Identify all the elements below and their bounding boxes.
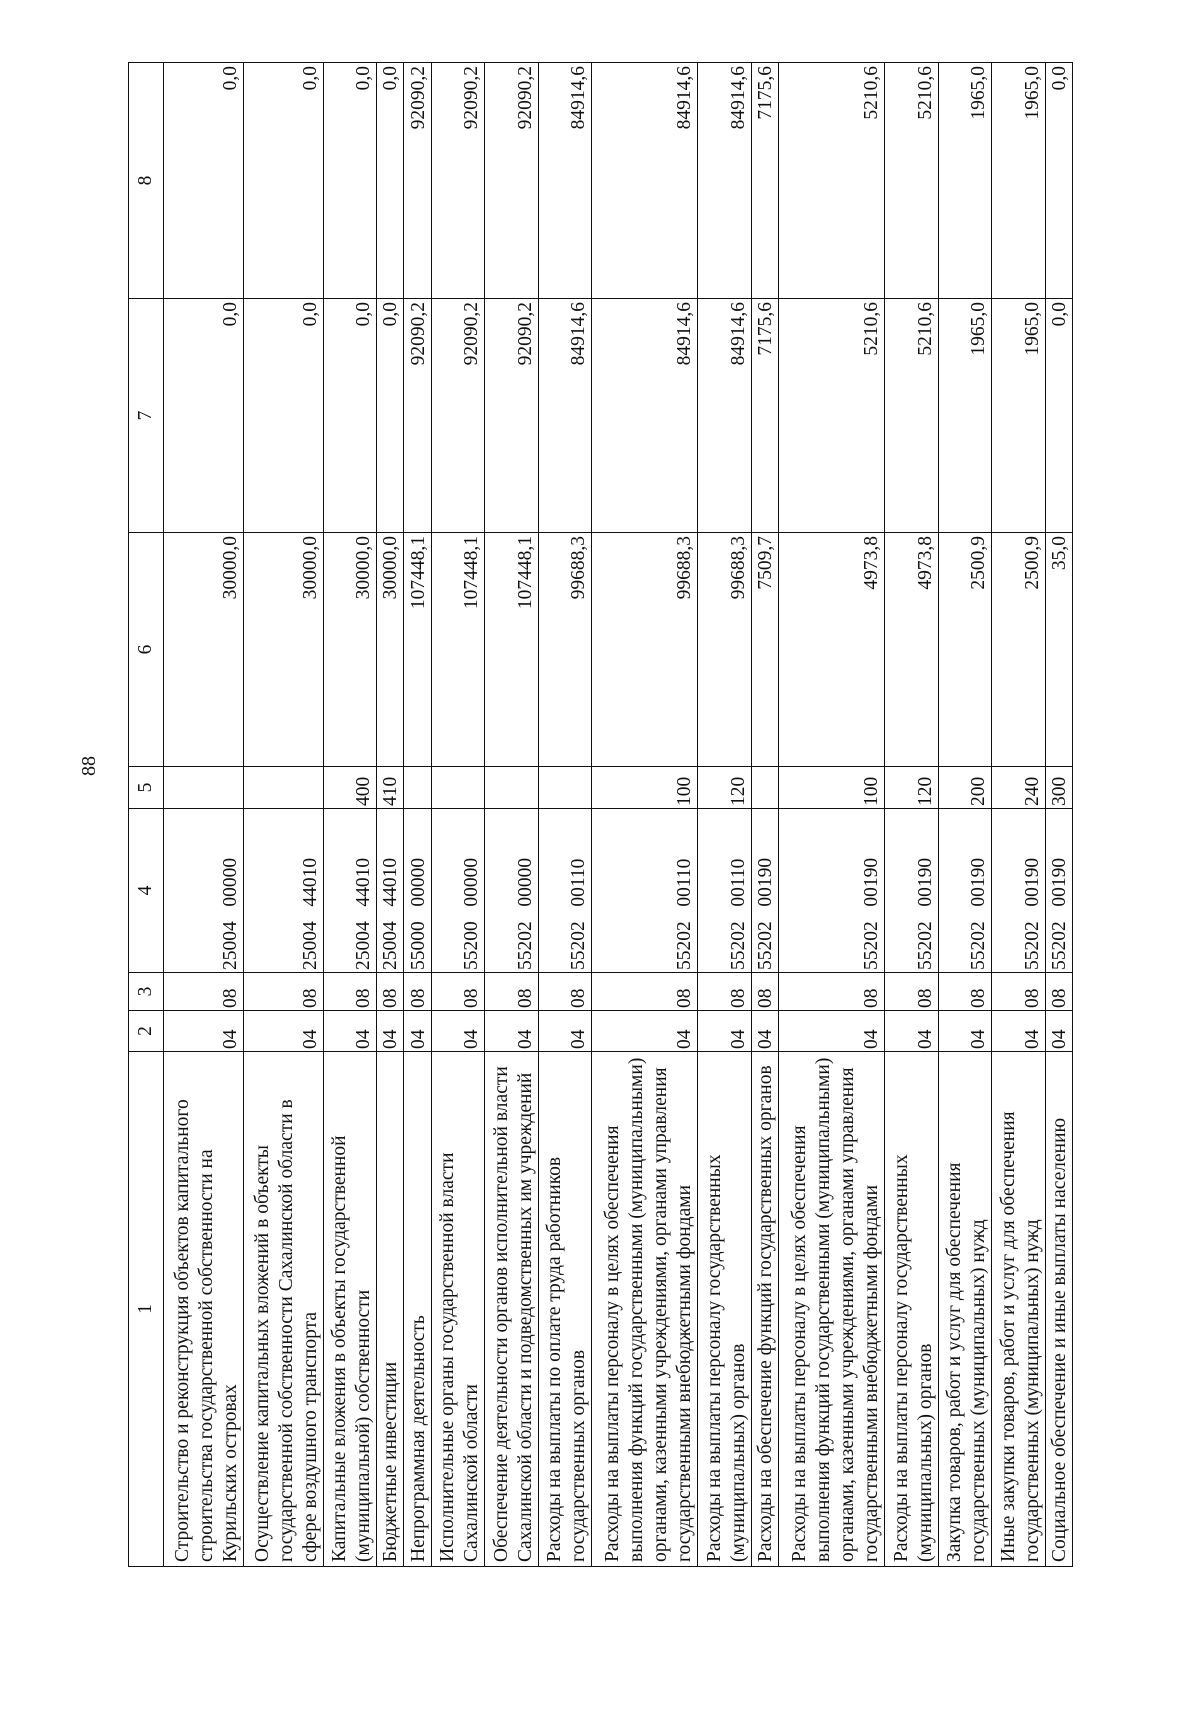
target-article-program-code: 25004: [380, 921, 402, 970]
expense-type-cell: 400: [323, 767, 377, 809]
amount-col7-cell: 84914,6: [698, 299, 752, 533]
amount-col6-cell: 99688,3: [592, 533, 698, 767]
target-article-cell: [885, 809, 939, 973]
row-name-cell: Исполнительные органы государственной власти Сахалинской области: [431, 1052, 485, 1567]
section-code-cell: 04: [164, 1011, 244, 1052]
table-row: [404, 63, 431, 1567]
target-article-direction-code: 00110: [727, 858, 749, 907]
target-article-cell: [431, 809, 485, 973]
subsection-code-cell: 08: [938, 973, 992, 1011]
subsection-code-cell: 08: [243, 973, 323, 1011]
amount-col8-cell: 7175,6: [751, 63, 778, 299]
section-code-cell: 04: [698, 1011, 752, 1052]
amount-col8-cell: 0,0: [377, 63, 404, 299]
subsection-code-cell: 08: [164, 973, 244, 1011]
target-article-program-code: 55202: [861, 921, 883, 970]
row-name-cell: Расходы на обеспечение функций государственных органов: [751, 1052, 778, 1567]
table-row: [164, 63, 244, 1567]
table-row: [485, 63, 539, 1567]
target-article-cell: [377, 809, 404, 973]
subsection-code-cell: 08: [404, 973, 431, 1011]
target-article-direction-code: 00190: [755, 857, 777, 907]
subsection-code-cell: 08: [885, 973, 939, 1011]
expense-type-cell: [485, 767, 539, 809]
amount-col7-cell: 5210,6: [779, 299, 885, 533]
header-col-5: 5: [129, 767, 164, 809]
target-article-cell: [485, 809, 539, 973]
table-row: [377, 63, 404, 1567]
target-article-program-code: 55202: [755, 921, 777, 970]
amount-col7-cell: 92090,2: [404, 299, 431, 533]
table-row: [885, 63, 939, 1567]
amount-col6-cell: 4973,8: [885, 533, 939, 767]
amount-col8-cell: 1965,0: [938, 63, 992, 299]
amount-col8-cell: 0,0: [243, 63, 323, 299]
subsection-code-cell: 08: [751, 973, 778, 1011]
subsection-code-cell: 08: [485, 973, 539, 1011]
subsection-code-cell: 08: [323, 973, 377, 1011]
target-article-cell: [1045, 809, 1072, 973]
expense-type-cell: 120: [698, 767, 752, 809]
table-row: [992, 63, 1046, 1567]
amount-col6-cell: 35,0: [1045, 533, 1072, 767]
target-article-cell: [698, 809, 752, 973]
table-row: [323, 63, 377, 1567]
amount-col6-cell: 99688,3: [698, 533, 752, 767]
expense-type-cell: [751, 767, 778, 809]
amount-col6-cell: 30000,0: [243, 533, 323, 767]
target-article-direction-code: 00000: [461, 857, 483, 907]
target-article-program-code: 55202: [727, 921, 749, 970]
target-article-cell: [243, 809, 323, 973]
target-article-program-code: 55200: [461, 921, 483, 970]
amount-col6-cell: 107448,1: [431, 533, 485, 767]
amount-col6-cell: 30000,0: [377, 533, 404, 767]
header-col-7: 7: [129, 299, 164, 533]
target-article-cell: [404, 809, 431, 973]
target-article-direction-code: 00000: [219, 857, 241, 907]
amount-col6-cell: 4973,8: [779, 533, 885, 767]
header-col-3: 3: [129, 973, 164, 1011]
target-article-program-code: 25004: [353, 921, 375, 970]
table-row: [1045, 63, 1072, 1567]
amount-col8-cell: 84914,6: [538, 63, 592, 299]
amount-col6-cell: 99688,3: [538, 533, 592, 767]
budget-table: [128, 62, 1073, 1567]
expense-type-cell: [538, 767, 592, 809]
amount-col7-cell: 0,0: [164, 299, 244, 533]
amount-col7-cell: 0,0: [1045, 299, 1072, 533]
target-article-direction-code: 00110: [568, 858, 590, 907]
amount-col7-cell: 84914,6: [592, 299, 698, 533]
amount-col8-cell: 84914,6: [698, 63, 752, 299]
amount-col8-cell: 0,0: [1045, 63, 1072, 299]
target-article-direction-code: 44010: [353, 857, 375, 907]
subsection-code-cell: 08: [592, 973, 698, 1011]
expense-type-cell: 200: [938, 767, 992, 809]
section-code-cell: 04: [323, 1011, 377, 1052]
target-article-program-code: 55202: [968, 921, 990, 970]
amount-col7-cell: 0,0: [377, 299, 404, 533]
header-col-2: 2: [129, 1011, 164, 1052]
target-article-cell: [592, 809, 698, 973]
target-article-program-code: 55202: [514, 921, 536, 970]
target-article-direction-code: 00110: [674, 858, 696, 907]
section-code-cell: 04: [992, 1011, 1046, 1052]
target-article-direction-code: 00000: [514, 857, 536, 907]
amount-col8-cell: 92090,2: [485, 63, 539, 299]
header-row: [129, 63, 164, 1567]
target-article-program-code: 25004: [299, 921, 321, 970]
target-article-cell: [938, 809, 992, 973]
amount-col8-cell: 92090,2: [404, 63, 431, 299]
target-article-cell: [164, 809, 244, 973]
expense-type-cell: [164, 767, 244, 809]
expense-type-cell: [431, 767, 485, 809]
table-row: [592, 63, 698, 1567]
row-name-cell: Расходы на выплаты персоналу в целях обеспечения выполнения функций государственными (муниципальными) органами, казенными учреждениями, органами управления государственными внебюджетными фондами: [592, 1052, 698, 1567]
amount-col8-cell: 0,0: [164, 63, 244, 299]
row-name-cell: Непрограммная деятельность: [404, 1052, 431, 1567]
section-code-cell: 04: [377, 1011, 404, 1052]
target-article-program-code: 55202: [914, 921, 936, 970]
amount-col7-cell: 92090,2: [431, 299, 485, 533]
target-article-cell: [779, 809, 885, 973]
target-article-program-code: 55202: [1021, 921, 1043, 970]
expense-type-cell: [243, 767, 323, 809]
subsection-code-cell: 08: [377, 973, 404, 1011]
section-code-cell: 04: [751, 1011, 778, 1052]
row-name-cell: Расходы на выплаты по оплате труда работников государственных органов: [538, 1052, 592, 1567]
row-name-cell: Бюджетные инвестиции: [377, 1052, 404, 1567]
amount-col7-cell: 1965,0: [938, 299, 992, 533]
subsection-code-cell: 08: [779, 973, 885, 1011]
subsection-code-cell: 08: [431, 973, 485, 1011]
row-name-cell: Обеспечение деятельности органов исполнительной власти Сахалинской области и подведомственных им учреждений: [485, 1052, 539, 1567]
row-name-cell: Расходы на выплаты персоналу государственных (муниципальных) органов: [698, 1052, 752, 1567]
amount-col7-cell: 0,0: [323, 299, 377, 533]
rotated-page-content: [128, 63, 1073, 1567]
subsection-code-cell: 08: [1045, 973, 1072, 1011]
section-code-cell: 04: [885, 1011, 939, 1052]
header-col-6: 6: [129, 533, 164, 767]
target-article-direction-code: 00190: [1049, 857, 1070, 907]
section-code-cell: 04: [779, 1011, 885, 1052]
table-row: [751, 63, 778, 1567]
expense-type-cell: 100: [592, 767, 698, 809]
table-row: [938, 63, 992, 1567]
table-row: [538, 63, 592, 1567]
section-code-cell: 04: [431, 1011, 485, 1052]
table-row: [431, 63, 485, 1567]
target-article-cell: [751, 809, 778, 973]
row-name-cell: Иные закупки товаров, работ и услуг для обеспечения государственных (муниципальных) нужд: [992, 1052, 1046, 1567]
amount-col6-cell: 107448,1: [485, 533, 539, 767]
section-code-cell: 04: [243, 1011, 323, 1052]
section-code-cell: 04: [938, 1011, 992, 1052]
amount-col8-cell: 5210,6: [885, 63, 939, 299]
amount-col7-cell: 92090,2: [485, 299, 539, 533]
amount-col8-cell: 84914,6: [592, 63, 698, 299]
header-col-4: 4: [129, 809, 164, 973]
expense-type-cell: [404, 767, 431, 809]
expense-type-cell: 240: [992, 767, 1046, 809]
target-article-direction-code: 00190: [914, 857, 936, 907]
row-name-cell: Расходы на выплаты персоналу государственных (муниципальных) органов: [885, 1052, 939, 1567]
row-name-cell: Расходы на выплаты персоналу в целях обеспечения выполнения функций государственными (муниципальными) органами, казенными учреждениями, органами управления государственными внебюджетными фондами: [779, 1052, 885, 1567]
amount-col8-cell: 0,0: [323, 63, 377, 299]
target-article-cell: [992, 809, 1046, 973]
amount-col8-cell: 92090,2: [431, 63, 485, 299]
amount-col6-cell: 30000,0: [164, 533, 244, 767]
section-code-cell: 04: [404, 1011, 431, 1052]
amount-col7-cell: 1965,0: [992, 299, 1046, 533]
target-article-program-code: 55202: [674, 921, 696, 970]
section-code-cell: 04: [485, 1011, 539, 1052]
expense-type-cell: 300: [1045, 767, 1072, 809]
amount-col6-cell: 107448,1: [404, 533, 431, 767]
amount-col7-cell: 84914,6: [538, 299, 592, 533]
target-article-program-code: 55202: [568, 921, 590, 970]
target-article-direction-code: 00190: [1021, 857, 1043, 907]
target-article-direction-code: 44010: [299, 857, 321, 907]
table-row: [698, 63, 752, 1567]
table-row: [243, 63, 323, 1567]
row-name-cell: Социальное обеспечение и иные выплаты населению: [1045, 1052, 1072, 1567]
header-col-8: 8: [129, 63, 164, 299]
subsection-code-cell: 08: [992, 973, 1046, 1011]
subsection-code-cell: 08: [698, 973, 752, 1011]
target-article-cell: [323, 809, 377, 973]
target-article-program-code: 55000: [407, 921, 429, 970]
section-code-cell: 04: [592, 1011, 698, 1052]
target-article-program-code: 55202: [1049, 921, 1070, 970]
target-article-direction-code: 00190: [861, 857, 883, 907]
expense-type-cell: 120: [885, 767, 939, 809]
row-name-cell: Капитальные вложения в объекты государственной (муниципальной) собственности: [323, 1052, 377, 1567]
amount-col6-cell: 7509,7: [751, 533, 778, 767]
target-article-program-code: 25004: [219, 921, 241, 970]
amount-col6-cell: 30000,0: [323, 533, 377, 767]
subsection-code-cell: 08: [538, 973, 592, 1011]
row-name-cell: Закупка товаров, работ и услуг для обеспечения государственных (муниципальных) нужд: [938, 1052, 992, 1567]
expense-type-cell: 100: [779, 767, 885, 809]
header-col-1: 1: [129, 1052, 164, 1567]
target-article-cell: [538, 809, 592, 973]
table-row: [779, 63, 885, 1567]
target-article-direction-code: 00190: [968, 857, 990, 907]
section-code-cell: 04: [1045, 1011, 1072, 1052]
amount-col7-cell: 7175,6: [751, 299, 778, 533]
row-name-cell: Осуществление капитальных вложений в объекты государственной собственности Сахалинской области в сфере воздушного транспорта: [243, 1052, 323, 1567]
expense-type-cell: 410: [377, 767, 404, 809]
amount-col8-cell: 1965,0: [992, 63, 1046, 299]
target-article-direction-code: 00000: [407, 857, 429, 907]
amount-col8-cell: 5210,6: [779, 63, 885, 299]
amount-col6-cell: 2500,9: [992, 533, 1046, 767]
target-article-direction-code: 44010: [380, 857, 402, 907]
row-name-cell: Строительство и реконструкция объектов капитального строительства государственной собственности на Курильских островах: [164, 1052, 244, 1567]
amount-col7-cell: 0,0: [243, 299, 323, 533]
amount-col6-cell: 2500,9: [938, 533, 992, 767]
amount-col7-cell: 5210,6: [885, 299, 939, 533]
section-code-cell: 04: [538, 1011, 592, 1052]
page-number: 88: [78, 756, 100, 776]
